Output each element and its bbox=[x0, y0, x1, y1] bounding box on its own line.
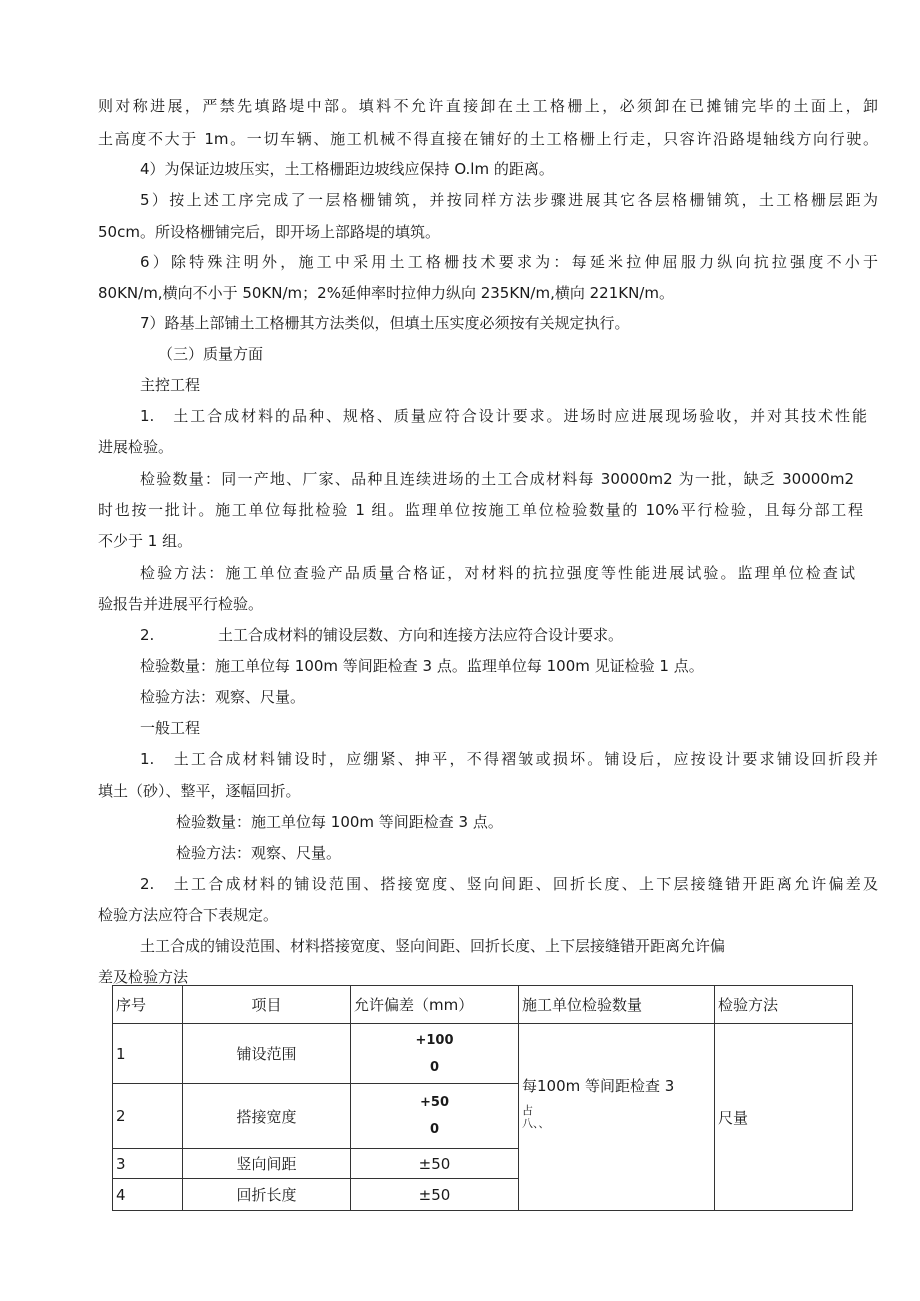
quantity-small-1: 占 bbox=[522, 1103, 533, 1117]
row-item: 铺设范围 bbox=[183, 1024, 351, 1084]
paragraph-line: 1. 土工合成材料铺设时，应绷紧、抻平，不得褶皱或损坏。铺设后，应按设计要求铺设回折段并 bbox=[140, 750, 878, 768]
paragraph-line: 50cm。所设格栅铺完后，即开场上部路堤的填筑。 bbox=[98, 223, 440, 241]
deviation-table bbox=[112, 985, 853, 1211]
paragraph-line: 检验数量：施工单位每 100m 等间距检查 3 点。 bbox=[176, 813, 503, 831]
subsection-heading: 一般工程 bbox=[140, 719, 201, 737]
tolerance-upper: +100 bbox=[415, 1032, 454, 1048]
table-row bbox=[113, 1024, 853, 1084]
paragraph-line: 不少于 1 组。 bbox=[98, 532, 193, 550]
paragraph-line: 时也按一批计。施工单位每批检验 1 组。监理单位按施工单位检验数量的 10%平行检验，且每分部工程 bbox=[98, 501, 863, 519]
paragraph-line: 6）除特殊注明外，施工中采用土工格栅技术要求为：每延米拉伸屈服力纵向抗拉强度不小于 bbox=[140, 253, 878, 271]
header-quantity: 施工单位检验数量 bbox=[519, 986, 715, 1024]
table-caption: 差及检验方法 bbox=[98, 968, 189, 986]
row-tolerance: ±50 bbox=[351, 1149, 519, 1179]
paragraph-line: 验报告并进展平行检验。 bbox=[98, 595, 264, 613]
paragraph-line: 2. 土工合成材料的铺设范围、搭接宽度、竖向间距、回折长度、上下层接缝错开距离允许偏差及 bbox=[140, 875, 878, 893]
paragraph-line: 则对称进展，严禁先填路堤中部。填料不允许直接卸在土工格栅上，必须卸在已摊铺完毕的土面上，卸 bbox=[98, 97, 878, 115]
row-item: 回折长度 bbox=[183, 1179, 351, 1211]
quantity-small-2: 八、、 bbox=[522, 1116, 550, 1130]
paragraph-line: 检验数量：施工单位每 100m 等间距检查 3 点。监理单位每 100m 见证检验 1 点。 bbox=[140, 657, 704, 675]
section-heading: （三）质量方面 bbox=[158, 345, 264, 363]
paragraph-line: 土高度不大于 1m。一切车辆、施工机械不得直接在铺好的土工格栅上行走，只容许沿路堤轴线方向行驶。 bbox=[98, 130, 878, 148]
paragraph-line: 填土（砂）、整平，逐幅回折。 bbox=[98, 782, 301, 800]
row-item: 竖向间距 bbox=[183, 1149, 351, 1179]
paragraph-line: 检验数量：同一产地、厂家、品种且连续进场的土工合成材料每 30000m2 为一批，缺乏 30000m2 bbox=[140, 470, 854, 488]
item-number: 2. bbox=[140, 626, 155, 644]
table-header-row bbox=[113, 986, 853, 1024]
header-method: 检验方法 bbox=[715, 986, 853, 1024]
tolerance-upper: +50 bbox=[420, 1095, 449, 1110]
paragraph-line: 7）路基上部铺土工格栅其方法类似，但填土压实度必须按有关规定执行。 bbox=[140, 314, 630, 332]
paragraph-line: 检验方法应符合下表规定。 bbox=[98, 906, 279, 924]
table-caption: 土工合成的铺设范围、材料搭接宽度、竖向间距、回折长度、上下层接缝错开距离允许偏 bbox=[140, 937, 726, 955]
paragraph-line: 5）按上述工序完成了一层格栅铺筑，并按同样方法步骤进展其它各层格栅铺筑，土工格栅层距为 bbox=[140, 191, 878, 209]
row-tolerance bbox=[351, 1024, 519, 1084]
paragraph-line: 检验方法：观察、尺量。 bbox=[140, 688, 306, 706]
paragraph-line: 4）为保证边坡压实，土工格栅距边坡线应保持 O.lm 的距离。 bbox=[140, 160, 554, 178]
row-no: 4 bbox=[113, 1179, 183, 1211]
row-tolerance: ±50 bbox=[351, 1179, 519, 1211]
method-cell: 尺量 bbox=[715, 1024, 853, 1211]
row-no: 3 bbox=[113, 1149, 183, 1179]
paragraph-line: 土工合成材料的铺设层数、方向和连接方法应符合设计要求。 bbox=[218, 626, 624, 644]
tolerance-lower: 0 bbox=[429, 1059, 440, 1075]
header-item: 项目 bbox=[183, 986, 351, 1024]
row-tolerance bbox=[351, 1084, 519, 1149]
row-item: 搭接宽度 bbox=[183, 1084, 351, 1149]
paragraph-line: 1. 土工合成材料的品种、规格、质量应符合设计要求。进场时应进展现场验收，并对其技术性能 bbox=[140, 407, 867, 425]
tolerance-lower: 0 bbox=[429, 1122, 440, 1137]
header-no: 序号 bbox=[113, 986, 183, 1024]
row-no: 2 bbox=[113, 1084, 183, 1149]
quantity-main: 每100m 等间距检查 3 bbox=[522, 1076, 675, 1095]
paragraph-line: 检验方法：观察、尺量。 bbox=[176, 844, 342, 862]
header-tolerance: 允许偏差（mm） bbox=[351, 986, 519, 1024]
paragraph-line: 检验方法：施工单位查验产品质量合格证，对材料的抗拉强度等性能进展试验。监理单位检查试 bbox=[140, 564, 855, 582]
paragraph-line: 80KN∕m,横向不小于 50KN/m；2%延伸率时拉伸力纵向 235KN∕m,横向 221KN/m。 bbox=[98, 284, 674, 302]
row-no: 1 bbox=[113, 1024, 183, 1084]
paragraph-line: 进展检验。 bbox=[98, 438, 174, 456]
subsection-heading: 主控工程 bbox=[140, 376, 201, 394]
quantity-cell bbox=[519, 1024, 715, 1211]
